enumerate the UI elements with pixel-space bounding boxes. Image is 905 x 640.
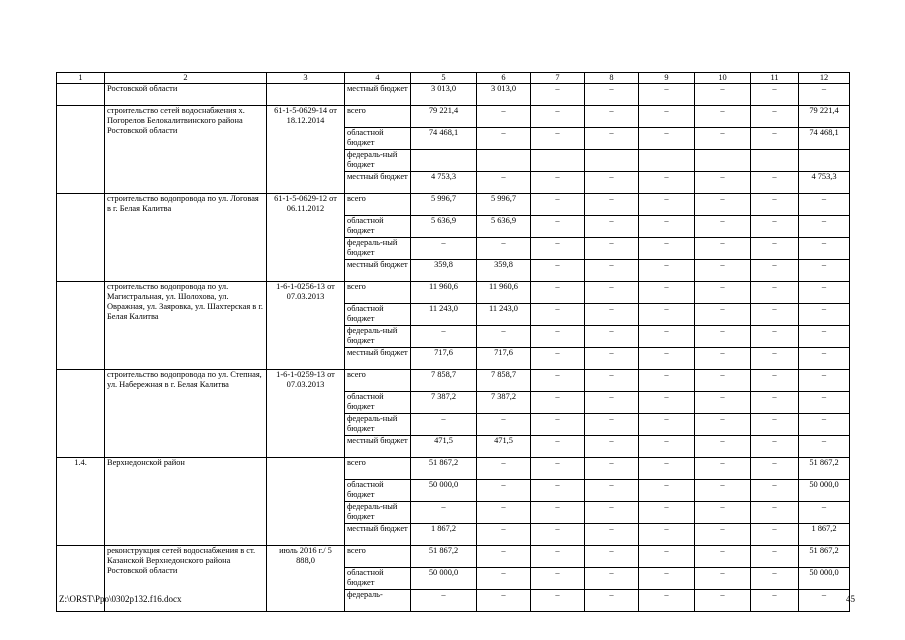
funding-source-cell: местный бюджет [345,84,411,106]
amount-cell: – [531,414,585,436]
funding-source-cell: всего [345,194,411,216]
amount-cell: – [639,172,695,194]
amount-cell: – [799,370,850,392]
amount-cell: – [585,524,639,546]
row-number-cell: 1.4. [57,458,105,546]
amount-cell: – [585,458,639,480]
amount-cell [477,150,531,172]
amount-cell: – [531,392,585,414]
amount-cell: 717,6 [411,348,477,370]
amount-cell: – [639,348,695,370]
amount-cell: – [695,546,751,568]
amount-cell: – [531,194,585,216]
amount-cell: 5 636,9 [411,216,477,238]
page-number: 45 [846,594,855,604]
funding-source-cell: всего [345,370,411,392]
amount-cell: – [531,590,585,612]
amount-cell: – [751,590,799,612]
amount-cell: – [695,524,751,546]
amount-cell: – [585,172,639,194]
amount-cell: – [695,216,751,238]
amount-cell: – [531,568,585,590]
amount-cell: – [531,238,585,260]
amount-cell: – [751,194,799,216]
amount-cell: – [585,260,639,282]
funding-source-cell: федераль- [345,590,411,612]
amount-cell: – [799,216,850,238]
amount-cell: – [695,304,751,326]
amount-cell: 359,8 [477,260,531,282]
amount-cell: – [585,414,639,436]
amount-cell: – [477,480,531,502]
amount-cell: 3 013,0 [411,84,477,106]
amount-cell: – [751,260,799,282]
amount-cell: 5 636,9 [477,216,531,238]
amount-cell: – [695,370,751,392]
funding-source-cell: областной бюджет [345,216,411,238]
amount-cell: – [531,304,585,326]
amount-cell: – [585,568,639,590]
amount-cell [799,150,850,172]
amount-cell: – [531,436,585,458]
amount-cell: – [639,568,695,590]
amount-cell: – [639,370,695,392]
funding-source-cell: местный бюджет [345,436,411,458]
amount-cell [751,150,799,172]
amount-cell: – [799,282,850,304]
amount-cell: – [585,128,639,150]
column-header: 12 [799,73,850,84]
amount-cell: – [639,84,695,106]
amount-cell: – [751,502,799,524]
amount-cell: – [751,128,799,150]
column-header: 6 [477,73,531,84]
amount-cell: 51 867,2 [411,458,477,480]
amount-cell: – [751,348,799,370]
amount-cell: 79 221,4 [411,106,477,128]
amount-cell: – [639,260,695,282]
row-number-cell [57,106,105,194]
reference-cell: 1-6-1-0256-13 от 07.03.2013 [267,282,345,370]
amount-cell: 50 000,0 [411,480,477,502]
amount-cell [695,150,751,172]
reference-cell [267,458,345,546]
amount-cell: – [477,414,531,436]
amount-cell: – [477,326,531,348]
amount-cell: – [411,326,477,348]
amount-cell: 5 996,7 [411,194,477,216]
column-header: 4 [345,73,411,84]
amount-cell: 7 858,7 [411,370,477,392]
amount-cell: – [531,546,585,568]
funding-source-cell: всего [345,282,411,304]
amount-cell: 50 000,0 [799,568,850,590]
amount-cell: – [639,436,695,458]
amount-cell: – [799,502,850,524]
amount-cell: – [639,216,695,238]
amount-cell: – [639,238,695,260]
amount-cell: – [799,590,850,612]
amount-cell: 79 221,4 [799,106,850,128]
amount-cell: – [585,590,639,612]
amount-cell: 11 243,0 [477,304,531,326]
amount-cell: – [477,568,531,590]
funding-source-cell: местный бюджет [345,348,411,370]
amount-cell: 4 753,3 [799,172,850,194]
amount-cell: – [751,172,799,194]
table-row [57,546,850,568]
amount-cell [531,150,585,172]
amount-cell: – [411,238,477,260]
amount-cell: – [799,414,850,436]
amount-cell: – [585,216,639,238]
column-header: 9 [639,73,695,84]
amount-cell: – [639,458,695,480]
amount-cell: – [531,282,585,304]
amount-cell: – [695,590,751,612]
amount-cell: – [799,436,850,458]
funding-source-cell: федераль-ный бюджет [345,414,411,436]
amount-cell: – [411,590,477,612]
row-number-cell [57,84,105,106]
amount-cell: – [695,480,751,502]
amount-cell: – [695,502,751,524]
amount-cell: – [799,304,850,326]
reference-cell: 61-1-5-0629-12 от 06.11.2012 [267,194,345,282]
amount-cell: – [695,194,751,216]
amount-cell: – [531,326,585,348]
reference-cell: июль 2016 г./ 5 888,0 [267,546,345,612]
column-header: 7 [531,73,585,84]
amount-cell: 51 867,2 [411,546,477,568]
amount-cell: – [411,414,477,436]
object-description-cell: Ростовской области [105,84,267,106]
table-row [57,282,850,304]
object-description-cell: строительство сетей водоснабжения х. Погорелов Белокалитвинского района Ростовской области [105,106,267,194]
amount-cell: – [799,260,850,282]
amount-cell: – [639,392,695,414]
amount-cell: – [695,326,751,348]
amount-cell: 359,8 [411,260,477,282]
amount-cell: – [477,590,531,612]
amount-cell: – [477,128,531,150]
amount-cell: 50 000,0 [799,480,850,502]
amount-cell: – [751,238,799,260]
amount-cell: 7 387,2 [477,392,531,414]
amount-cell: – [695,106,751,128]
amount-cell: – [531,348,585,370]
amount-cell: – [751,436,799,458]
funding-source-cell: областной бюджет [345,304,411,326]
amount-cell: – [585,238,639,260]
amount-cell: – [751,414,799,436]
funding-source-cell: федераль-ный бюджет [345,238,411,260]
row-number-cell [57,370,105,458]
amount-cell: – [639,128,695,150]
amount-cell: – [585,502,639,524]
funding-source-cell: местный бюджет [345,172,411,194]
footer-file-path: Z:\ORST\Ppo\0302p132.f16.docx [59,594,182,604]
amount-cell: – [751,304,799,326]
amount-cell: – [695,436,751,458]
amount-cell: – [477,458,531,480]
amount-cell: – [585,436,639,458]
amount-cell: 471,5 [411,436,477,458]
amount-cell: – [751,84,799,106]
amount-cell: 7 858,7 [477,370,531,392]
amount-cell: – [639,414,695,436]
row-number-cell [57,194,105,282]
amount-cell: – [531,128,585,150]
amount-cell: – [411,502,477,524]
amount-cell: – [585,348,639,370]
amount-cell: – [751,524,799,546]
amount-cell: – [639,590,695,612]
amount-cell: – [695,260,751,282]
amount-cell: 1 867,2 [411,524,477,546]
amount-cell: – [751,546,799,568]
amount-cell: – [477,546,531,568]
amount-cell: – [585,480,639,502]
amount-cell: – [751,480,799,502]
amount-cell: – [477,502,531,524]
amount-cell: – [695,458,751,480]
amount-cell: – [751,282,799,304]
amount-cell: – [639,304,695,326]
amount-cell [411,150,477,172]
amount-cell: – [751,106,799,128]
column-header: 1 [57,73,105,84]
column-header: 5 [411,73,477,84]
amount-cell: – [799,326,850,348]
column-header: 3 [267,73,345,84]
amount-cell: – [639,502,695,524]
reference-cell: 61-1-5-0629-14 от 18.12.2014 [267,106,345,194]
amount-cell: 50 000,0 [411,568,477,590]
amount-cell [639,150,695,172]
amount-cell: – [799,348,850,370]
amount-cell: – [751,458,799,480]
amount-cell: – [585,282,639,304]
amount-cell: 11 960,6 [411,282,477,304]
funding-source-cell: федераль-ный бюджет [345,150,411,172]
column-header: 11 [751,73,799,84]
amount-cell: – [531,458,585,480]
amount-cell: – [639,546,695,568]
amount-cell: 74 468,1 [799,128,850,150]
amount-cell: – [585,106,639,128]
amount-cell: – [531,524,585,546]
amount-cell: – [531,84,585,106]
amount-cell: – [639,326,695,348]
amount-cell: 11 960,6 [477,282,531,304]
amount-cell: – [751,370,799,392]
funding-source-cell: областной бюджет [345,392,411,414]
amount-cell: – [695,414,751,436]
column-header: 10 [695,73,751,84]
amount-cell: 51 867,2 [799,458,850,480]
amount-cell: 1 867,2 [799,524,850,546]
table-row [57,194,850,216]
amount-cell: – [695,392,751,414]
amount-cell: – [531,172,585,194]
amount-cell: 471,5 [477,436,531,458]
amount-cell: – [585,546,639,568]
amount-cell: – [585,84,639,106]
table-row [57,458,850,480]
table-row [57,106,850,128]
amount-cell: – [585,392,639,414]
amount-cell: 4 753,3 [411,172,477,194]
amount-cell: – [799,84,850,106]
amount-cell: – [695,128,751,150]
funding-source-cell: местный бюджет [345,524,411,546]
amount-cell: 7 387,2 [411,392,477,414]
amount-cell: 11 243,0 [411,304,477,326]
table-row [57,84,850,106]
amount-cell: 5 996,7 [477,194,531,216]
amount-cell: – [477,106,531,128]
column-number-row [57,73,850,84]
object-description-cell: строительство водопровода по ул. Магистральная, ул. Шолохова, ул. Овражная, ул. Заяровка, ул. Шахтерская в г. Белая Калитва [105,282,267,370]
amount-cell: – [751,568,799,590]
amount-cell [585,150,639,172]
column-header: 2 [105,73,267,84]
amount-cell: – [585,194,639,216]
object-description-cell: строительство водопровода по ул. Степная, ул. Набережная в г. Белая Калитва [105,370,267,458]
amount-cell: – [695,282,751,304]
funding-source-cell: местный бюджет [345,260,411,282]
reference-cell [267,84,345,106]
amount-cell: – [477,524,531,546]
amount-cell: – [799,392,850,414]
amount-cell: – [585,326,639,348]
amount-cell: 74 468,1 [411,128,477,150]
amount-cell: – [639,480,695,502]
object-description-cell: строительство водопровода по ул. Логовая в г. Белая Калитва [105,194,267,282]
amount-cell: 51 867,2 [799,546,850,568]
amount-cell: – [799,194,850,216]
amount-cell: 717,6 [477,348,531,370]
amount-cell: – [751,392,799,414]
amount-cell: 3 013,0 [477,84,531,106]
funding-source-cell: областной бюджет [345,128,411,150]
amount-cell: – [477,172,531,194]
funding-source-cell: федераль-ный бюджет [345,502,411,524]
amount-cell: – [751,216,799,238]
object-description-cell: Верхнедонской район [105,458,267,546]
amount-cell: – [695,238,751,260]
amount-cell: – [531,106,585,128]
amount-cell: – [639,194,695,216]
amount-cell: – [585,370,639,392]
amount-cell: – [639,106,695,128]
reference-cell: 1-6-1-0259-13 от 07.03.2013 [267,370,345,458]
funding-source-cell: областной бюджет [345,568,411,590]
amount-cell: – [585,304,639,326]
amount-cell: – [531,502,585,524]
row-number-cell [57,282,105,370]
amount-cell: – [695,568,751,590]
column-header: 8 [585,73,639,84]
funding-source-cell: областной бюджет [345,480,411,502]
funding-source-cell: всего [345,458,411,480]
amount-cell: – [751,326,799,348]
funding-source-cell: всего [345,546,411,568]
amount-cell: – [531,260,585,282]
amount-cell: – [531,216,585,238]
amount-cell: – [639,524,695,546]
funding-source-cell: федераль-ный бюджет [345,326,411,348]
amount-cell: – [695,84,751,106]
table-row [57,370,850,392]
object-description-cell: реконструкция сетей водоснабжения в ст. Казанской Верхнедонского района Ростовской области [105,546,267,612]
amount-cell: – [477,238,531,260]
amount-cell: – [695,172,751,194]
funding-source-cell: всего [345,106,411,128]
amount-cell: – [531,480,585,502]
amount-cell: – [531,370,585,392]
amount-cell: – [695,348,751,370]
amount-cell: – [639,282,695,304]
budget-table [56,72,850,612]
amount-cell: – [799,238,850,260]
